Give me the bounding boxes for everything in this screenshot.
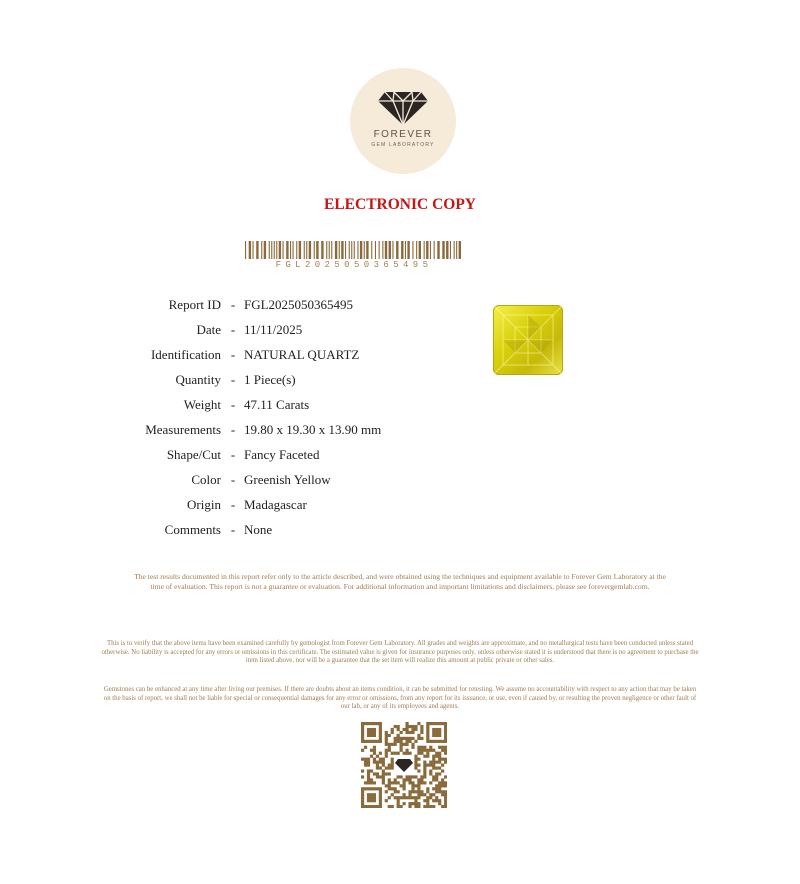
detail-separator: -	[230, 397, 236, 412]
detail-separator: -	[230, 372, 236, 387]
qr-center-diamond-icon	[395, 759, 413, 772]
detail-separator: -	[230, 347, 236, 362]
detail-row	[0, 470, 500, 492]
detail-row	[0, 295, 500, 317]
logo-brand-text: FOREVER	[373, 129, 433, 140]
barcode-icon	[245, 241, 463, 259]
lab-logo	[350, 68, 456, 174]
detail-value: 11/11/2025	[244, 322, 303, 337]
detail-separator: -	[230, 497, 236, 512]
detail-row	[0, 445, 500, 467]
detail-label: Identification	[150, 347, 221, 362]
detail-label: Report ID	[168, 297, 221, 312]
detail-value: Fancy Faceted	[244, 447, 320, 462]
detail-value: FGL2025050365495	[244, 297, 354, 312]
detail-label: Weight	[183, 397, 221, 412]
detail-value: Madagascar	[244, 497, 307, 512]
detail-value: 1 Piece(s)	[244, 372, 296, 387]
diamond-logo-icon	[377, 90, 429, 126]
detail-row	[0, 520, 500, 542]
detail-label: Measurements	[145, 422, 221, 437]
gemstone-image	[493, 305, 563, 375]
barcode-number: FGL2025050365495	[275, 260, 433, 270]
detail-separator: -	[230, 422, 236, 437]
detail-separator: -	[230, 322, 236, 337]
qr-code-icon[interactable]	[361, 722, 447, 808]
detail-row	[0, 370, 500, 392]
detail-row	[0, 395, 500, 417]
detail-row	[0, 495, 500, 517]
detail-value: 47.11 Carats	[244, 397, 310, 412]
detail-label: Date	[196, 322, 221, 337]
disclaimer-text: The test results documented in this report refer only to the article described, and were obtained using the techniques and equipment available to Forever Gem Laboratory at the time of evaluation. This report is not a guarantee or evaluation. For additional information and important limitations and disclaimers, please see forevergemlab.com.	[134, 572, 666, 591]
detail-separator: -	[230, 297, 236, 312]
detail-separator: -	[230, 522, 236, 537]
detail-label: Shape/Cut	[166, 447, 221, 462]
detail-label: Color	[191, 472, 221, 487]
detail-value: Greenish Yellow	[244, 472, 331, 487]
detail-label: Quantity	[175, 372, 221, 387]
detail-row	[0, 345, 500, 367]
enhancement-notice-text: Gemstones can be enhanced at any time after living our premises. If there are doubts about an items condition, it can be submitted for retesting. We assume no accountability with respect to any action that may be taken on the basis of report, we shall not be liable for special or consequential damages for any error or omissions, from any report for its issuance, or use, even if caused by, or resulting the proven negligence or other fault of our lab, or any of its employees and agents.	[103, 686, 697, 711]
detail-row	[0, 420, 500, 442]
detail-separator: -	[230, 472, 236, 487]
detail-separator: -	[230, 447, 236, 462]
logo-subtitle: GEM LABORATORY	[371, 142, 435, 148]
detail-label: Comments	[164, 522, 221, 537]
detail-value: None	[244, 522, 273, 537]
detail-value: NATURAL QUARTZ	[244, 347, 360, 362]
document-title: ELECTRONIC COPY	[323, 196, 476, 213]
detail-value: 19.80 x 19.30 x 13.90 mm	[244, 422, 382, 437]
detail-label: Origin	[187, 497, 221, 512]
detail-row	[0, 320, 500, 342]
verification-text: This is to verify that the above items have been examined carefully by gemologist from Forever Gem Laboratory. All grades and weights are approximate, and no metallurgical tests have been conducted unless stated otherwise. No liability is accepted for any errors or omissions in this certificate. The estimated value is given for insurance purposes only, unless otherwise stated it is understood that there is no agreement to purchase the item listed above, nor will be a guarantee that the set item will realize this amount at public private or other sales.	[101, 640, 699, 665]
